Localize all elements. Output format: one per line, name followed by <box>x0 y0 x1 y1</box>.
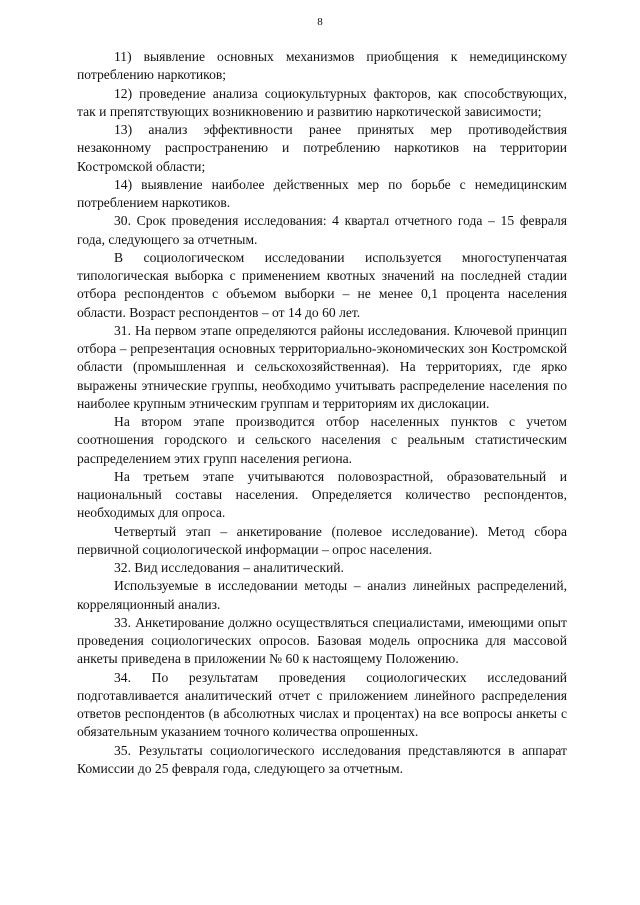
paragraph-sampling: В социологическом исследовании используется многоступенчатая типологическая выборка с применением квотных значений на последней стадии отбора респондентов с объемом выборки – не менее 0,1 процента населения области. Возраст респондентов – от 14 до 60 лет. <box>77 249 567 320</box>
paragraph-stage-three: На третьем этапе учитываются половозрастной, образовательный и национальный составы населения. Определяется количество респондентов, необходимых для опроса. <box>77 468 567 521</box>
paragraph-clause-35: 35. Результаты социологического исследования представляются в аппарат Комиссии до 25 февраля года, следующего за отчетным. <box>77 742 567 776</box>
paragraph-clause-34: 34. По результатам проведения социологических исследований подготавливается аналитический отчет с приложением линейного распределения ответов респондентов (в абсолютных числах и процентах) на все вопросы анкеты с обязательным указанием точного количества опрошенных. <box>77 669 567 740</box>
paragraph-item-12: 12) проведение анализа социокультурных факторов, как способствующих, так и препятствующих возникновению и развитию наркотической зависимости; <box>77 85 567 119</box>
paragraph-item-14: 14) выявление наиболее действенных мер по борьбе с немедицинским потреблением наркотиков. <box>77 176 567 210</box>
paragraph-clause-32: 32. Вид исследования – аналитический. <box>114 560 344 575</box>
paragraph-clause-33: 33. Анкетирование должно осуществляться специалистами, имеющими опыт проведения социологических опросов. Базовая модель опросника для массовой анкеты приведена в приложении № 60 к настоящему Положению. <box>77 614 567 667</box>
paragraph-methods: Используемые в исследовании методы – анализ линейных распределений, корреляционный анализ. <box>77 578 567 612</box>
paragraph-clause-30: 30. Срок проведения исследования: 4 квартал отчетного года – 15 февраля года, следующего за отчетным. <box>77 213 567 247</box>
paragraph-stage-four: Четвертый этап – анкетирование (полевое исследование). Метод сбора первичной социологической информации – опрос населения. <box>77 523 567 557</box>
paragraph-item-13: 13) анализ эффективности ранее принятых мер противодействия незаконному распространению и потреблению наркотиков на территории Костромской области; <box>77 122 567 174</box>
paragraph-clause-31: 31. На первом этапе определяются районы исследования. Ключевой принцип отбора – репрезентация основных территориально-экономических зон Костромской области (промышленная и сельскохозяйственная). На территориях, где ярко выражены этнические группы, необходимо учитывать распределение населения по наиболее крупным этническим группам и территориям их дислокации. <box>77 322 567 411</box>
paragraph-item-11: 11) выявление основных механизмов приобщения к немедицинскому потреблению наркотиков; <box>77 49 567 83</box>
page-number: 8 <box>317 16 323 28</box>
document-body <box>77 48 567 778</box>
paragraph-stage-two: На втором этапе производится отбор населенных пунктов с учетом соотношения городского и сельского населения с реальным статистическим распределением этих групп населения региона. <box>77 414 567 466</box>
